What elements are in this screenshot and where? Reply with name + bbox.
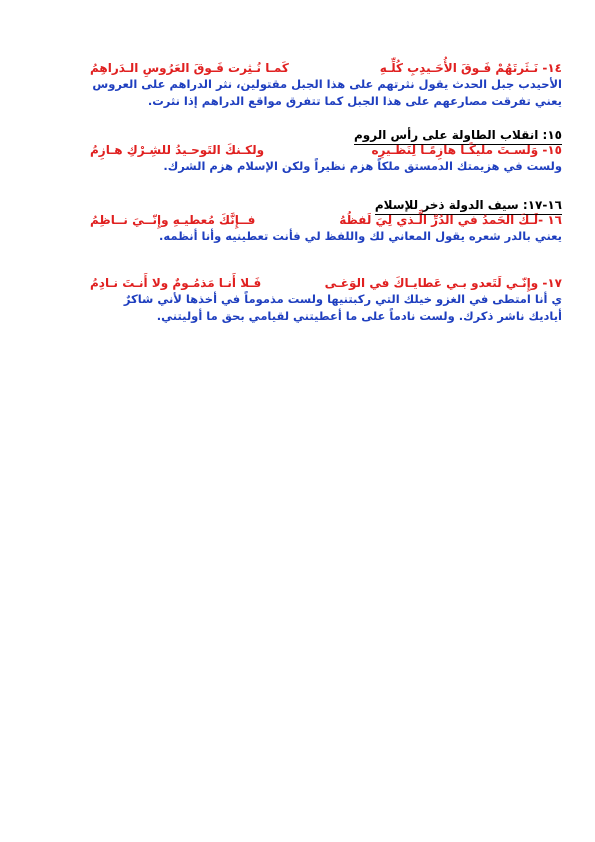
verse-16-block xyxy=(90,212,562,245)
section-heading-16: ١٦-١٧: سيف الدولة ذخر للإسلام xyxy=(375,197,562,215)
verse-15-block xyxy=(90,142,562,175)
verse-16-second-hemistich: فــإِنَّكَ مُعطيـهِ وإِنّــيَ نــاظِمُ xyxy=(90,213,256,227)
verse-17 xyxy=(90,275,562,291)
verse-14 xyxy=(90,60,562,76)
verse-17-second-hemistich: فَـلا أَنـا مَذمُـومٌ ولا أَنـتَ نـادِمُ xyxy=(90,276,262,290)
verse-14-block xyxy=(90,60,562,110)
verse-14-explanation: الأحيدب جبل الحدث يقول نثرتهم على هذا الجبل مقتولين، نثر الدراهم على العروس يعني تفرقت مصارعهم على هذا الجبل كما تتفرق مواقع الدراهم إذا نثرت. xyxy=(92,77,562,108)
verse-17-block xyxy=(90,275,562,325)
verse-16-first-hemistich: ١٦ -لَـكَ الحَمدُ في الدُرِّ الَّـذي لِيَ لَفظُهُ xyxy=(339,213,562,227)
verse-14-first-hemistich: ١٤- نَـثَرتَهُمْ فَـوقَ الأُحَـيدِبِ كُلِّـهِ xyxy=(379,61,562,75)
verse-17-first-hemistich: ١٧- وإِنّـي لَتَعدو بـي عَطايـاكَ في الوَغـى xyxy=(324,276,562,290)
verse-15-explanation: ولست في هزيمتك الدمستق ملكاً هزم نظيراً ولكن الإسلام هزم الشرك. xyxy=(163,159,562,173)
verse-16-explanation: يعني بالدر شعره يقول المعاني لك واللفظ لي فأنت تعطينيه وأنا أنظمه. xyxy=(159,229,562,243)
verse-15 xyxy=(90,142,562,158)
verse-14-second-hemistich: كَمـا نُـثِرت فَـوقَ العَرُوسِ الـدَراهِمُ xyxy=(90,61,289,75)
section-heading-15: ١٥: انقلاب الطاولة على رأس الروم xyxy=(354,127,562,145)
verse-16 xyxy=(90,212,562,228)
verse-15-second-hemistich: ولكـنكَ التَوحـيدُ للشِـرْكِ هـازِمُ xyxy=(90,143,265,157)
verse-17-explanation: ي أنا امتطى في الغزو خيلك التي ركبتنيها ولست مذموماً في أخذها لأني شاكرٌ أياديك ناشر ذكرك. ولست نادماً على ما أعطيتني لقيامي بحق ما أوليتني. xyxy=(123,292,562,323)
verse-15-first-hemistich: ١٥- وَلسـتَ مليكًـا هازِمًـا لِنَظـيرِه xyxy=(371,143,562,157)
